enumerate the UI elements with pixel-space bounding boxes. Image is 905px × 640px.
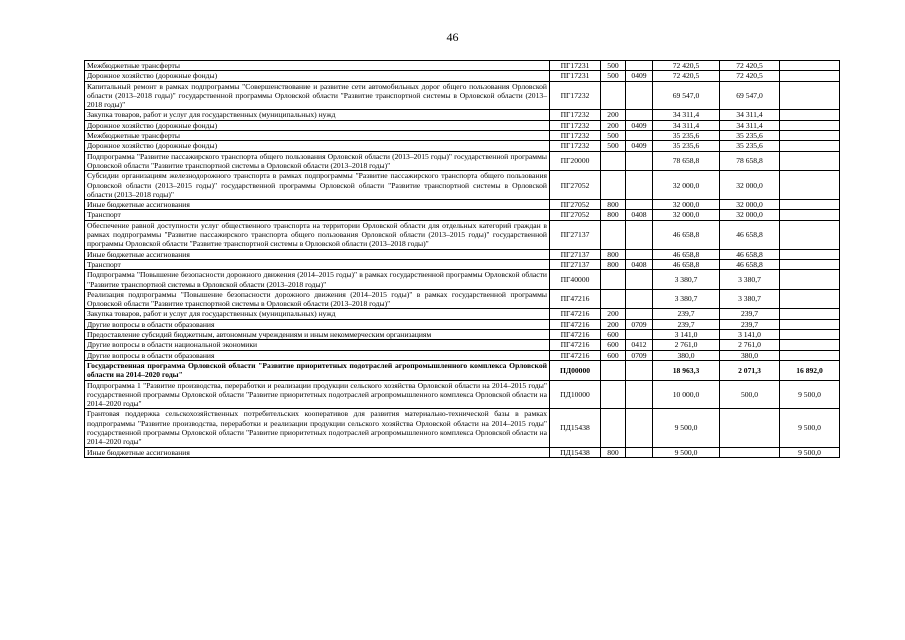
expense-type-cell: 500 xyxy=(601,141,626,151)
expense-type-cell: 800 xyxy=(601,210,626,220)
table-row xyxy=(85,380,840,409)
table-row xyxy=(85,110,840,120)
row-name-cell: Подпрограмма 1 "Развитие производства, переработки и реализации продукции сельского хозяйства Орловской области на 2014–2015 годы" государственной программы Орловской области "Развитие приоритетных подотраслей агропромышленного комплекса Орловской области на 2014–2020 годы" xyxy=(85,380,550,409)
row-name-cell: Подпрограмма "Повышение безопасности дорожного движения (2014–2015 годы)" в рамках государственной программы Орловской области "Развитие транспортной системы в Орловской области (2013–2018 годы)" xyxy=(85,270,550,290)
total-amount-cell: 18 963,3 xyxy=(653,360,720,380)
expense-type-cell: 200 xyxy=(601,319,626,329)
table-row xyxy=(85,61,840,71)
expense-type-cell: 800 xyxy=(601,200,626,210)
expense-type-cell xyxy=(601,151,626,171)
table-row xyxy=(85,340,840,350)
section-code-cell xyxy=(626,289,653,309)
amount-col2-cell: 78 658,8 xyxy=(720,151,780,171)
target-code-cell: ПГ27137 xyxy=(550,220,601,249)
target-code-cell: ПГ17231 xyxy=(550,61,601,71)
amount-col3-cell xyxy=(780,289,840,309)
amount-col3-cell: 9 500,0 xyxy=(780,409,840,447)
total-amount-cell: 72 420,5 xyxy=(653,71,720,81)
amount-col2-cell xyxy=(720,447,780,457)
row-name-cell: Подпрограмма "Развитие пассажирского транспорта общего пользования Орловской области (2013–2015 годы)" государственной программы Орловской области "Развитие транспортной системы в Орловской области (2013–2018 годы)" xyxy=(85,151,550,171)
section-code-cell: 0409 xyxy=(626,141,653,151)
expense-type-cell: 500 xyxy=(601,71,626,81)
table-row xyxy=(85,141,840,151)
row-name-cell: Обеспечение равной доступности услуг общественного транспорта на территории Орловской области для отдельных категорий граждан в рамках подпрограммы "Развитие пассажирского транспорта общего пользования Орловской области (2013–2015 годы)" государственной программы Орловской области "Развитие транспортной системы в Орловской области (2013–2018 годы)" xyxy=(85,220,550,249)
row-name-cell: Другие вопросы в области образования xyxy=(85,350,550,360)
amount-col2-cell: 35 235,6 xyxy=(720,141,780,151)
total-amount-cell: 9 500,0 xyxy=(653,447,720,457)
row-name-cell: Дорожное хозяйство (дорожные фонды) xyxy=(85,141,550,151)
expense-type-cell xyxy=(601,409,626,447)
target-code-cell: ПГ17232 xyxy=(550,110,601,120)
section-code-cell xyxy=(626,249,653,259)
amount-col2-cell: 32 000,0 xyxy=(720,210,780,220)
table-row xyxy=(85,319,840,329)
amount-col2-cell: 32 000,0 xyxy=(720,200,780,210)
total-amount-cell: 35 235,6 xyxy=(653,141,720,151)
table-row xyxy=(85,200,840,210)
row-name-cell: Капитальный ремонт в рамках подпрограммы "Совершенствование и развитие сети автомобильных дорог общего пользования Орловской области (2013–2018 годы)" государственной программы Орловской области "Развитие транспортной системы в Орловской области (2013–2018 годы)" xyxy=(85,81,550,110)
total-amount-cell: 3 380,7 xyxy=(653,289,720,309)
row-name-cell: Реализация подпрограммы "Повышение безопасности дорожного движения (2014–2015 годы)" в рамках государственной программы Орловской области "Развитие транспортной системы в Орловской области (2013–2018 годы)" xyxy=(85,289,550,309)
table-row xyxy=(85,409,840,447)
table-row xyxy=(85,249,840,259)
target-code-cell: ПГ17232 xyxy=(550,81,601,110)
target-code-cell: ПД15438 xyxy=(550,447,601,457)
expense-type-cell xyxy=(601,81,626,110)
amount-col3-cell xyxy=(780,200,840,210)
section-code-cell: 0409 xyxy=(626,71,653,81)
amount-col3-cell xyxy=(780,309,840,319)
section-code-cell xyxy=(626,220,653,249)
row-name-cell: Иные бюджетные ассигнования xyxy=(85,200,550,210)
amount-col3-cell: 16 892,0 xyxy=(780,360,840,380)
total-amount-cell: 46 658,8 xyxy=(653,249,720,259)
row-name-cell: Межбюджетные трансферты xyxy=(85,131,550,141)
amount-col3-cell xyxy=(780,131,840,141)
total-amount-cell: 32 000,0 xyxy=(653,200,720,210)
section-code-cell xyxy=(626,409,653,447)
row-name-cell: Субсидии организациям железнодорожного транспорта в рамках подпрограммы "Развитие пассажирского транспорта общего пользования Орловской области (2013–2015 годы)" государственной программы Орловской области "Развитие транспортной системы в Орловской области (2013–2018 годы)" xyxy=(85,171,550,200)
section-code-cell xyxy=(626,171,653,200)
expense-type-cell: 600 xyxy=(601,340,626,350)
budget-table xyxy=(84,60,840,458)
total-amount-cell: 34 311,4 xyxy=(653,110,720,120)
amount-col3-cell: 9 500,0 xyxy=(780,380,840,409)
total-amount-cell: 46 658,8 xyxy=(653,220,720,249)
row-name-cell: Иные бюджетные ассигнования xyxy=(85,249,550,259)
row-name-cell: Транспорт xyxy=(85,259,550,269)
total-amount-cell: 34 311,4 xyxy=(653,120,720,130)
total-amount-cell: 46 658,8 xyxy=(653,259,720,269)
section-code-cell xyxy=(626,330,653,340)
amount-col3-cell xyxy=(780,61,840,71)
amount-col3-cell xyxy=(780,151,840,171)
total-amount-cell: 9 500,0 xyxy=(653,409,720,447)
target-code-cell: ПД15438 xyxy=(550,409,601,447)
total-amount-cell: 380,0 xyxy=(653,350,720,360)
row-name-cell: Закупка товаров, работ и услуг для государственных (муниципальных) нужд xyxy=(85,309,550,319)
amount-col2-cell: 3 380,7 xyxy=(720,270,780,290)
table-row xyxy=(85,151,840,171)
table-row xyxy=(85,131,840,141)
target-code-cell: ПГ20000 xyxy=(550,151,601,171)
target-code-cell: ПД10000 xyxy=(550,380,601,409)
table-row xyxy=(85,360,840,380)
amount-col3-cell xyxy=(780,81,840,110)
row-name-cell: Иные бюджетные ассигнования xyxy=(85,447,550,457)
amount-col3-cell xyxy=(780,249,840,259)
amount-col3-cell xyxy=(780,270,840,290)
amount-col2-cell: 35 235,6 xyxy=(720,131,780,141)
target-code-cell: ПГ17232 xyxy=(550,131,601,141)
table-row xyxy=(85,447,840,457)
target-code-cell: ПГ17232 xyxy=(550,120,601,130)
amount-col2-cell: 69 547,0 xyxy=(720,81,780,110)
section-code-cell xyxy=(626,110,653,120)
amount-col3-cell xyxy=(780,220,840,249)
section-code-cell xyxy=(626,200,653,210)
total-amount-cell: 10 000,0 xyxy=(653,380,720,409)
amount-col3-cell xyxy=(780,141,840,151)
expense-type-cell xyxy=(601,289,626,309)
row-name-cell: Другие вопросы в области национальной экономики xyxy=(85,340,550,350)
target-code-cell: ПГ27137 xyxy=(550,249,601,259)
expense-type-cell xyxy=(601,380,626,409)
target-code-cell: ПГ27052 xyxy=(550,171,601,200)
section-code-cell xyxy=(626,309,653,319)
expense-type-cell: 800 xyxy=(601,447,626,457)
budget-table-body xyxy=(85,61,840,458)
expense-type-cell: 800 xyxy=(601,249,626,259)
target-code-cell: ПГ47216 xyxy=(550,309,601,319)
amount-col2-cell: 46 658,8 xyxy=(720,220,780,249)
amount-col3-cell xyxy=(780,319,840,329)
target-code-cell: ПГ47216 xyxy=(550,289,601,309)
section-code-cell xyxy=(626,81,653,110)
amount-col2-cell: 3 380,7 xyxy=(720,289,780,309)
amount-col3-cell xyxy=(780,330,840,340)
target-code-cell: ПГ47216 xyxy=(550,350,601,360)
section-code-cell: 0412 xyxy=(626,340,653,350)
amount-col2-cell: 500,0 xyxy=(720,380,780,409)
section-code-cell xyxy=(626,151,653,171)
amount-col2-cell: 32 000,0 xyxy=(720,171,780,200)
amount-col3-cell xyxy=(780,340,840,350)
section-code-cell: 0408 xyxy=(626,210,653,220)
amount-col2-cell: 239,7 xyxy=(720,319,780,329)
target-code-cell: ПД00000 xyxy=(550,360,601,380)
expense-type-cell: 600 xyxy=(601,350,626,360)
target-code-cell: ПГ47216 xyxy=(550,330,601,340)
amount-col3-cell xyxy=(780,71,840,81)
total-amount-cell: 239,7 xyxy=(653,309,720,319)
target-code-cell: ПГ27137 xyxy=(550,259,601,269)
amount-col2-cell: 72 420,5 xyxy=(720,61,780,71)
amount-col3-cell: 9 500,0 xyxy=(780,447,840,457)
section-code-cell xyxy=(626,447,653,457)
table-row xyxy=(85,259,840,269)
page-number: 46 xyxy=(446,30,459,44)
amount-col3-cell xyxy=(780,171,840,200)
amount-col2-cell: 3 141,0 xyxy=(720,330,780,340)
amount-col3-cell xyxy=(780,110,840,120)
table-row xyxy=(85,289,840,309)
amount-col3-cell xyxy=(780,120,840,130)
total-amount-cell: 72 420,5 xyxy=(653,61,720,71)
total-amount-cell: 78 658,8 xyxy=(653,151,720,171)
amount-col2-cell: 2 071,3 xyxy=(720,360,780,380)
table-row xyxy=(85,220,840,249)
amount-col2-cell: 380,0 xyxy=(720,350,780,360)
amount-col2-cell: 72 420,5 xyxy=(720,71,780,81)
expense-type-cell: 500 xyxy=(601,61,626,71)
table-row xyxy=(85,81,840,110)
total-amount-cell: 3 141,0 xyxy=(653,330,720,340)
table-row xyxy=(85,210,840,220)
table-row xyxy=(85,350,840,360)
row-name-cell: Другие вопросы в области образования xyxy=(85,319,550,329)
amount-col2-cell: 46 658,8 xyxy=(720,249,780,259)
amount-col3-cell xyxy=(780,210,840,220)
total-amount-cell: 239,7 xyxy=(653,319,720,329)
expense-type-cell xyxy=(601,220,626,249)
target-code-cell: ПГ17232 xyxy=(550,141,601,151)
section-code-cell xyxy=(626,131,653,141)
section-code-cell xyxy=(626,270,653,290)
row-name-cell: Грантовая поддержка сельскохозяйственных потребительских кооперативов для развития материально-технической базы в рамках подпрограммы "Развитие производства, переработки и реализации продукции сельского хозяйства Орловской области на 2014–2015 годы" государственной программы Орловской области "Развитие приоритетных подотраслей агропромышленного комплекса Орловской области на 2014–2020 годы" xyxy=(85,409,550,447)
row-name-cell: Дорожное хозяйство (дорожные фонды) xyxy=(85,71,550,81)
amount-col2-cell: 34 311,4 xyxy=(720,120,780,130)
amount-col2-cell: 46 658,8 xyxy=(720,259,780,269)
expense-type-cell: 200 xyxy=(601,110,626,120)
row-name-cell: Транспорт xyxy=(85,210,550,220)
table-row xyxy=(85,71,840,81)
expense-type-cell xyxy=(601,270,626,290)
section-code-cell xyxy=(626,380,653,409)
total-amount-cell: 69 547,0 xyxy=(653,81,720,110)
section-code-cell xyxy=(626,360,653,380)
table-row xyxy=(85,330,840,340)
total-amount-cell: 3 380,7 xyxy=(653,270,720,290)
section-code-cell: 0709 xyxy=(626,319,653,329)
table-row xyxy=(85,171,840,200)
target-code-cell: ПГ27052 xyxy=(550,200,601,210)
target-code-cell: ПГ40000 xyxy=(550,270,601,290)
row-name-cell: Государственная программа Орловской области "Развитие приоритетных подотраслей агропромышленного комплекса Орловской области на 2014–2020 годы" xyxy=(85,360,550,380)
amount-col2-cell xyxy=(720,409,780,447)
table-row xyxy=(85,120,840,130)
section-code-cell: 0409 xyxy=(626,120,653,130)
row-name-cell: Закупка товаров, работ и услуг для государственных (муниципальных) нужд xyxy=(85,110,550,120)
total-amount-cell: 35 235,6 xyxy=(653,131,720,141)
target-code-cell: ПГ27052 xyxy=(550,210,601,220)
total-amount-cell: 32 000,0 xyxy=(653,171,720,200)
amount-col2-cell: 2 761,0 xyxy=(720,340,780,350)
expense-type-cell: 200 xyxy=(601,120,626,130)
amount-col3-cell xyxy=(780,259,840,269)
expense-type-cell xyxy=(601,360,626,380)
expense-type-cell: 200 xyxy=(601,309,626,319)
target-code-cell: ПГ47216 xyxy=(550,340,601,350)
target-code-cell: ПГ17231 xyxy=(550,71,601,81)
target-code-cell: ПГ47216 xyxy=(550,319,601,329)
amount-col2-cell: 34 311,4 xyxy=(720,110,780,120)
section-code-cell: 0408 xyxy=(626,259,653,269)
expense-type-cell: 600 xyxy=(601,330,626,340)
amount-col2-cell: 239,7 xyxy=(720,309,780,319)
total-amount-cell: 2 761,0 xyxy=(653,340,720,350)
table-row xyxy=(85,270,840,290)
row-name-cell: Предоставление субсидий бюджетным, автономным учреждениям и иным некоммерческим организациям xyxy=(85,330,550,340)
expense-type-cell: 800 xyxy=(601,259,626,269)
expense-type-cell: 500 xyxy=(601,131,626,141)
expense-type-cell xyxy=(601,171,626,200)
section-code-cell: 0709 xyxy=(626,350,653,360)
total-amount-cell: 32 000,0 xyxy=(653,210,720,220)
section-code-cell xyxy=(626,61,653,71)
table-row xyxy=(85,309,840,319)
row-name-cell: Межбюджетные трансферты xyxy=(85,61,550,71)
row-name-cell: Дорожное хозяйство (дорожные фонды) xyxy=(85,120,550,130)
amount-col3-cell xyxy=(780,350,840,360)
